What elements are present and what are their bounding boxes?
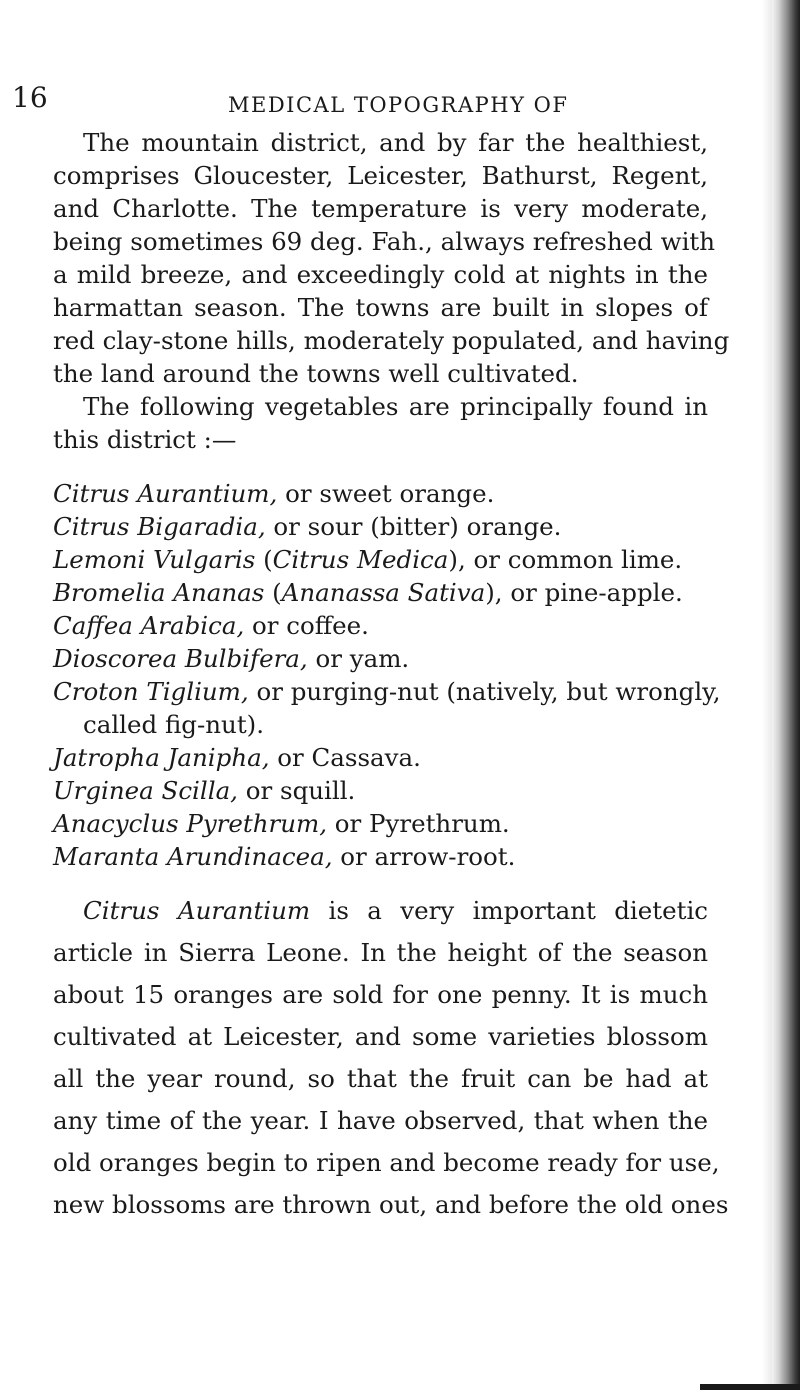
paragraph-line: article in Sierra Leone. In the height of the season — [53, 938, 708, 967]
plant-latin-name: Bromelia Ananas — [53, 578, 265, 607]
plant-entry — [53, 611, 708, 641]
plant-entry — [53, 677, 721, 707]
paragraph-line: the land around the towns well cultivated. — [53, 359, 579, 388]
plant-common-name: ( — [255, 545, 273, 574]
paragraph-text: is a very important dietetic — [310, 896, 708, 925]
plant-entry — [53, 512, 708, 542]
paragraph-line: harmattan season. The towns are built in slopes of — [53, 293, 708, 322]
plant-latin-name: Citrus Aurantium, — [53, 479, 278, 508]
plant-common-name: or arrow-root. — [332, 842, 516, 871]
plant-entry — [53, 479, 708, 509]
plant-latin-name: Urginea Scilla, — [53, 776, 238, 805]
paragraph-line: new blossoms are thrown out, and before the old ones — [53, 1190, 729, 1219]
plant-entry — [53, 842, 708, 872]
plant-entry — [53, 644, 708, 674]
page-edge — [772, 0, 800, 1390]
plant-common-name: or Pyrethrum. — [327, 809, 510, 838]
bottom-edge-mark — [700, 1384, 800, 1390]
paragraph-line: all the year round, so that the fruit can be had at — [53, 1064, 708, 1093]
plant-common-name: or yam. — [307, 644, 410, 673]
paragraph-line — [53, 896, 708, 926]
plant-entry — [53, 743, 708, 773]
paragraph-line: The following vegetables are principally found in — [83, 392, 708, 421]
paragraph-line: and Charlotte. The temperature is very moderate, — [53, 194, 708, 223]
plant-common-name: or Cassava. — [269, 743, 421, 772]
paragraph-line: a mild breeze, and exceedingly cold at nights in the — [53, 260, 708, 289]
plant-common-name: ( — [264, 578, 282, 607]
paragraph-line: cultivated at Leicester, and some varieties blossom — [53, 1022, 708, 1051]
paragraph-line: comprises Gloucester, Leicester, Bathurst, Regent, — [53, 161, 708, 190]
plant-alt-name: Ananassa Sativa — [281, 578, 486, 607]
plant-latin-name: Citrus Aurantium — [83, 896, 311, 925]
plant-entry — [53, 578, 708, 608]
plant-latin-name: Anacyclus Pyrethrum, — [53, 809, 328, 838]
plant-common-name: ), or common lime. — [448, 545, 683, 574]
plant-common-name: or coffee. — [244, 611, 369, 640]
plant-entry — [53, 809, 708, 839]
page-number: 16 — [12, 81, 48, 114]
page-gutter-shadow — [762, 0, 772, 1390]
plant-latin-name: Caffea Arabica, — [53, 611, 245, 640]
plant-common-name: or sour (bitter) orange. — [265, 512, 562, 541]
plant-common-name: or purging-nut (natively, but wrongly, — [248, 677, 721, 706]
paragraph-line: this district :— — [53, 425, 237, 454]
paragraph-line: being sometimes 69 deg. Fah., always refreshed with — [53, 227, 716, 256]
paragraph-line: any time of the year. I have observed, that when the — [53, 1106, 708, 1135]
paragraph-line: The mountain district, and by far the healthiest, — [83, 128, 708, 157]
plant-latin-name: Dioscorea Bulbifera, — [53, 644, 308, 673]
plant-entry-continuation: called fig-nut). — [83, 710, 265, 739]
plant-common-name: or sweet orange. — [277, 479, 495, 508]
plant-latin-name: Citrus Bigaradia, — [53, 512, 266, 541]
plant-latin-name: Croton Tiglium, — [53, 677, 249, 706]
plant-latin-name: Jatropha Janipha, — [53, 743, 270, 772]
plant-alt-name: Citrus Medica — [272, 545, 449, 574]
plant-entry — [53, 545, 708, 575]
plant-common-name: or squill. — [237, 776, 356, 805]
paragraph-line: red clay-stone hills, moderately populated, and having — [53, 326, 730, 355]
paragraph-line: old oranges begin to ripen and become ready for use, — [53, 1148, 720, 1177]
plant-latin-name: Maranta Arundinacea, — [53, 842, 333, 871]
plant-entry — [53, 776, 708, 806]
paragraph-line: about 15 oranges are sold for one penny. It is much — [53, 980, 708, 1009]
plant-common-name: ), or pine-apple. — [485, 578, 683, 607]
plant-latin-name: Lemoni Vulgaris — [53, 545, 256, 574]
running-head: MEDICAL TOPOGRAPHY OF — [228, 93, 569, 117]
